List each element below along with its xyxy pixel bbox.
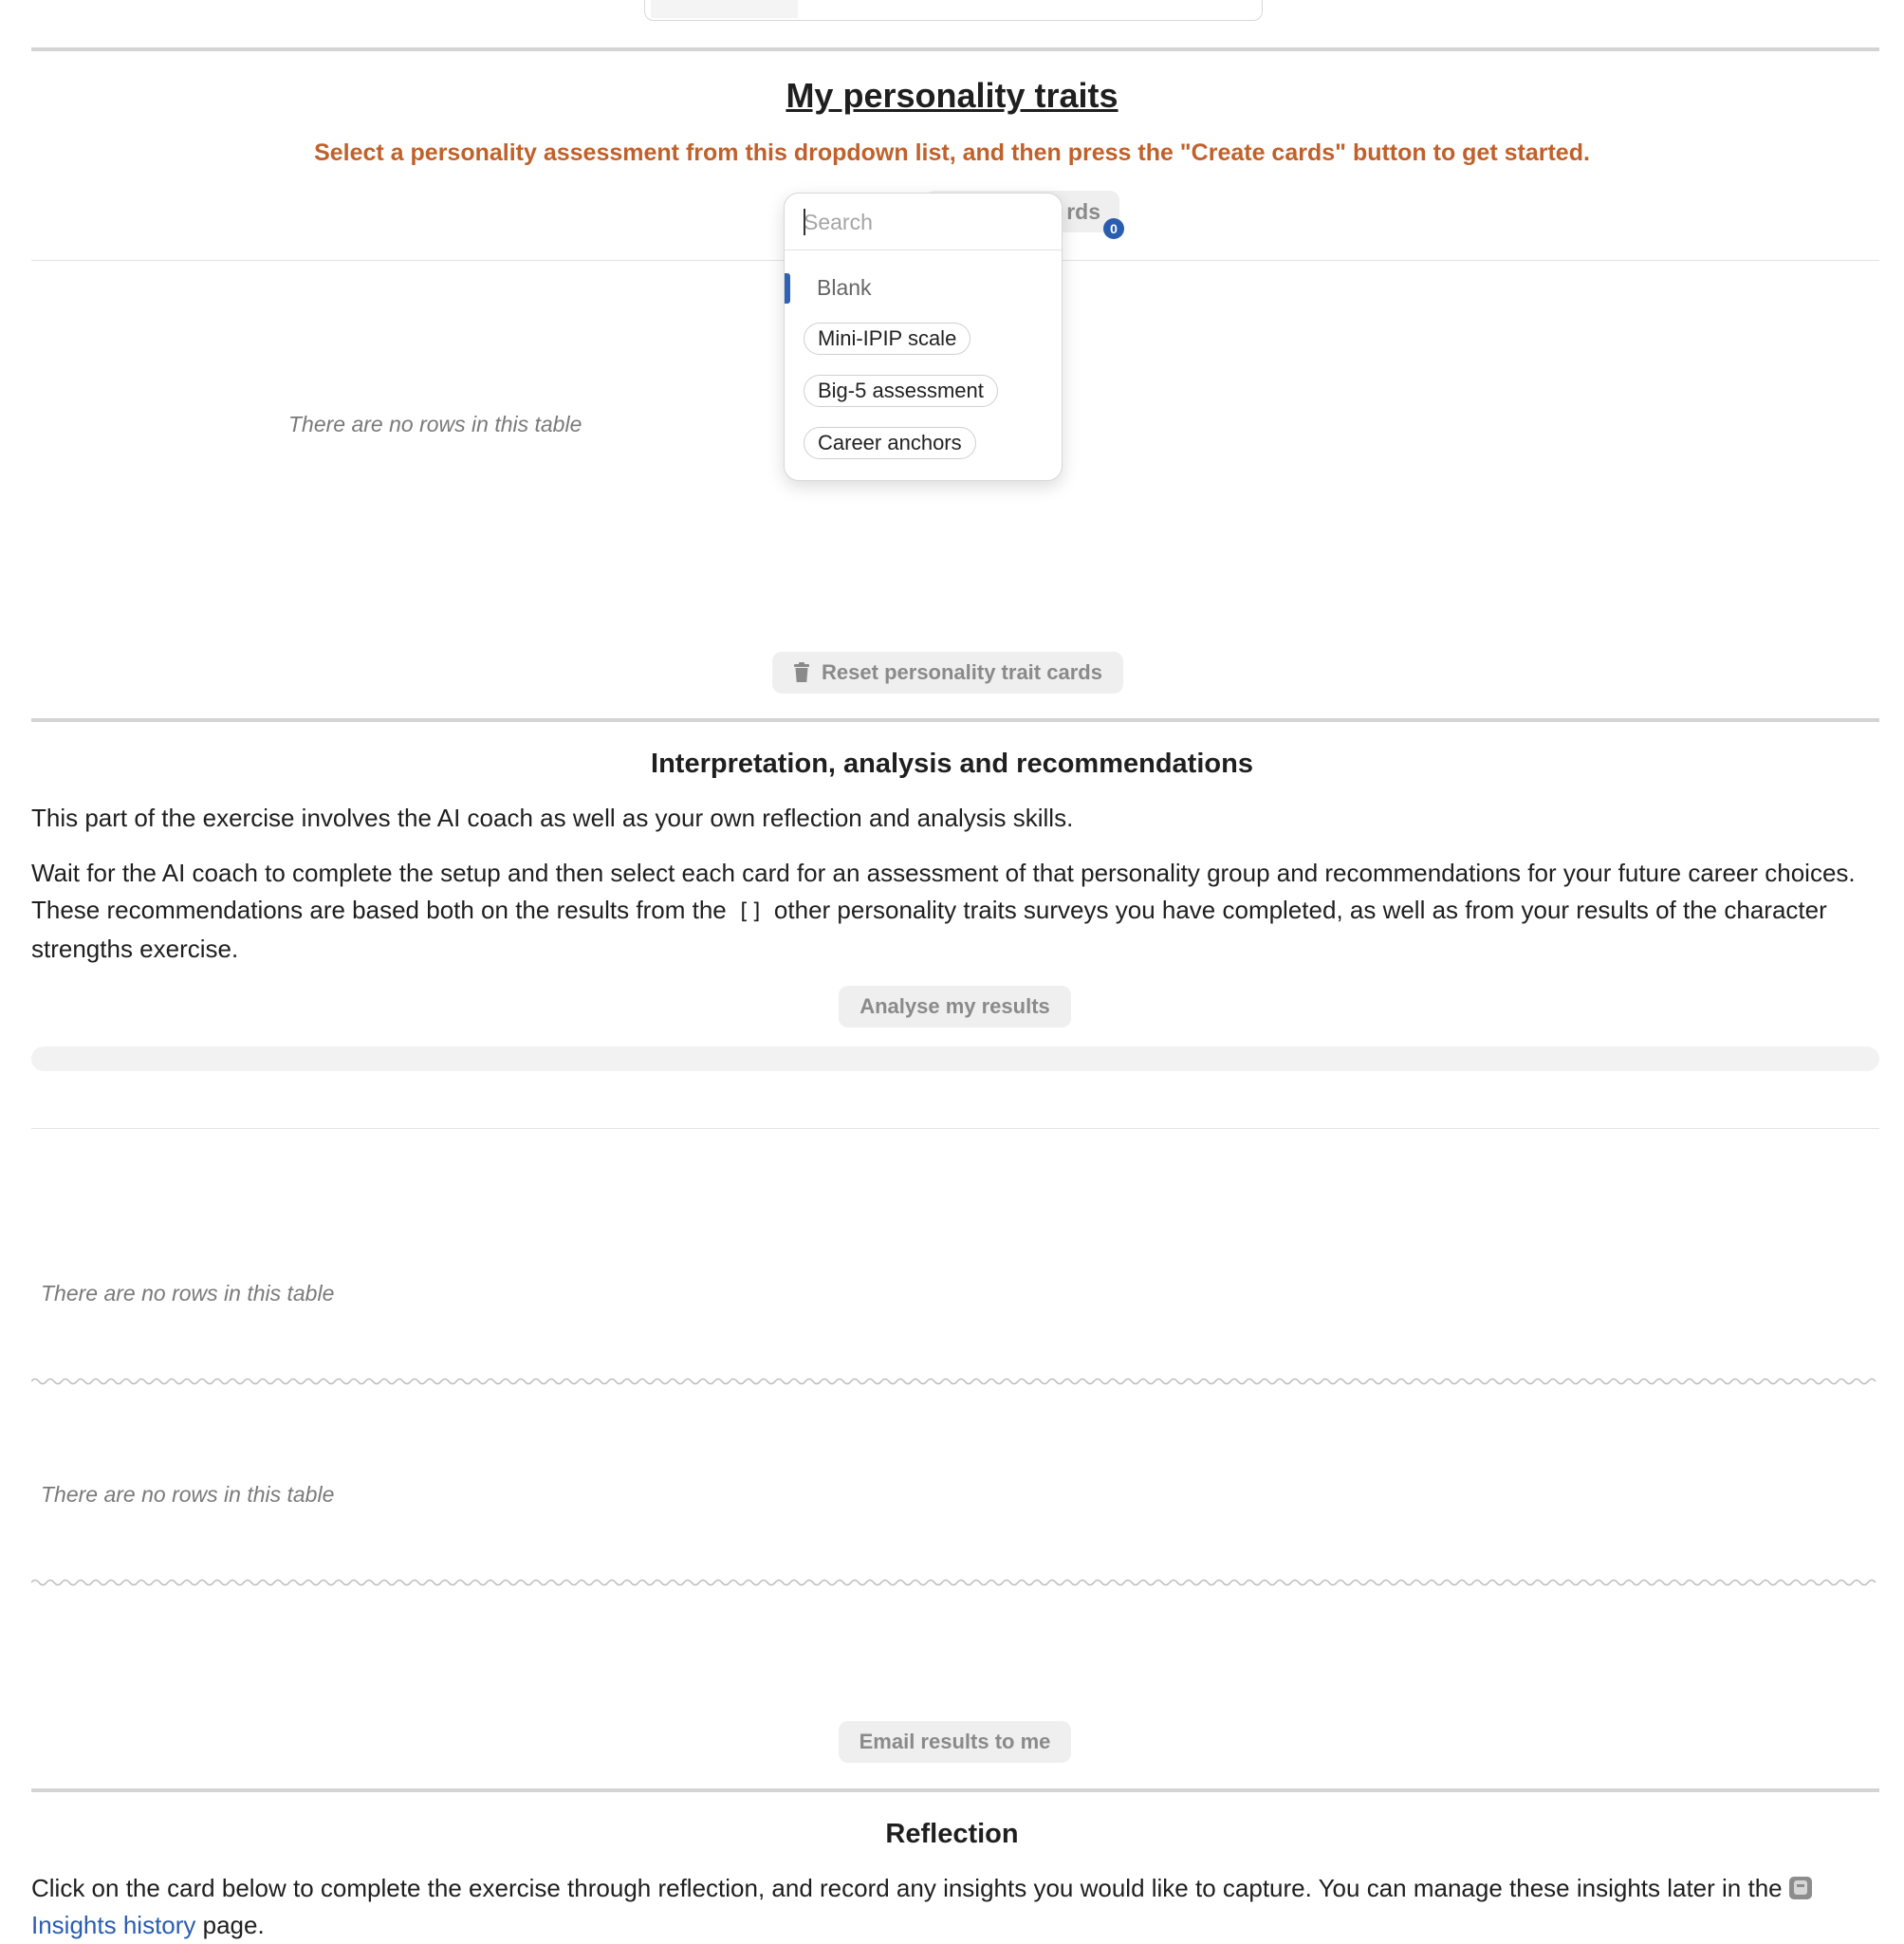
email-results-button[interactable]: Email results to me bbox=[839, 1721, 1071, 1763]
insights-history-link[interactable]: Insights history bbox=[31, 1911, 196, 1939]
top-partial-panel bbox=[644, 0, 1263, 21]
dropdown-search-box[interactable] bbox=[785, 194, 1062, 250]
page-title: My personality traits bbox=[786, 76, 1118, 115]
divider bbox=[31, 718, 1879, 722]
analyse-results-button[interactable]: Analyse my results bbox=[839, 986, 1071, 1028]
option-big-5[interactable]: Big-5 assessment bbox=[804, 375, 998, 407]
option-blank[interactable]: Blank bbox=[817, 275, 872, 300]
assessment-dropdown[interactable] bbox=[784, 193, 1063, 481]
divider bbox=[31, 47, 1879, 51]
create-cards-button[interactable]: rds bbox=[925, 191, 1119, 232]
insights-history-icon bbox=[1789, 1877, 1812, 1899]
trash-icon bbox=[793, 662, 810, 683]
count-badge: 0 bbox=[1103, 218, 1124, 239]
divider bbox=[31, 1788, 1879, 1792]
instruction-text: Select a personality assessment from this dropdown list, and then press the "Create cards" button to get started. bbox=[314, 139, 1590, 166]
empty-table-message: There are no rows in this table bbox=[288, 412, 582, 436]
option-career-anchors[interactable]: Career anchors bbox=[804, 427, 976, 459]
reflection-title: Reflection bbox=[885, 1819, 1019, 1849]
surveys-placeholder: [] bbox=[736, 899, 764, 924]
progress-bar bbox=[31, 1046, 1879, 1071]
analysis-title: Interpretation, analysis and recommendations bbox=[651, 749, 1253, 779]
empty-table-message: There are no rows in this table bbox=[41, 1482, 335, 1507]
reset-cards-button[interactable]: Reset personality trait cards bbox=[772, 652, 1123, 694]
table-divider bbox=[31, 1128, 1879, 1129]
search-input[interactable] bbox=[804, 207, 1041, 237]
reflection-paragraph: Click on the card below to complete the exercise through reflection, and record any insights you would like to capture. You can manage these insights later in the Insights history page. bbox=[31, 1870, 1879, 1944]
wavy-divider bbox=[31, 1377, 1879, 1386]
analysis-paragraph-2: Wait for the AI coach to complete the setup and then select each card for an assessment of that personality group and recommendations for your future career choices. These recommendations are based both on the results from the [] other personality traits surveys you have completed, as well as from your results of the character strengths exercise. bbox=[31, 859, 1856, 963]
selected-indicator bbox=[785, 273, 790, 304]
wavy-divider bbox=[31, 1578, 1879, 1587]
empty-table-message: There are no rows in this table bbox=[41, 1281, 335, 1305]
text-cursor bbox=[804, 209, 805, 235]
top-partial-tab bbox=[651, 0, 798, 18]
option-mini-ipip[interactable]: Mini-IPIP scale bbox=[804, 323, 970, 355]
analysis-paragraph-1: This part of the exercise involves the AI coach as well as your own reflection and analysis skills. bbox=[31, 804, 1074, 832]
